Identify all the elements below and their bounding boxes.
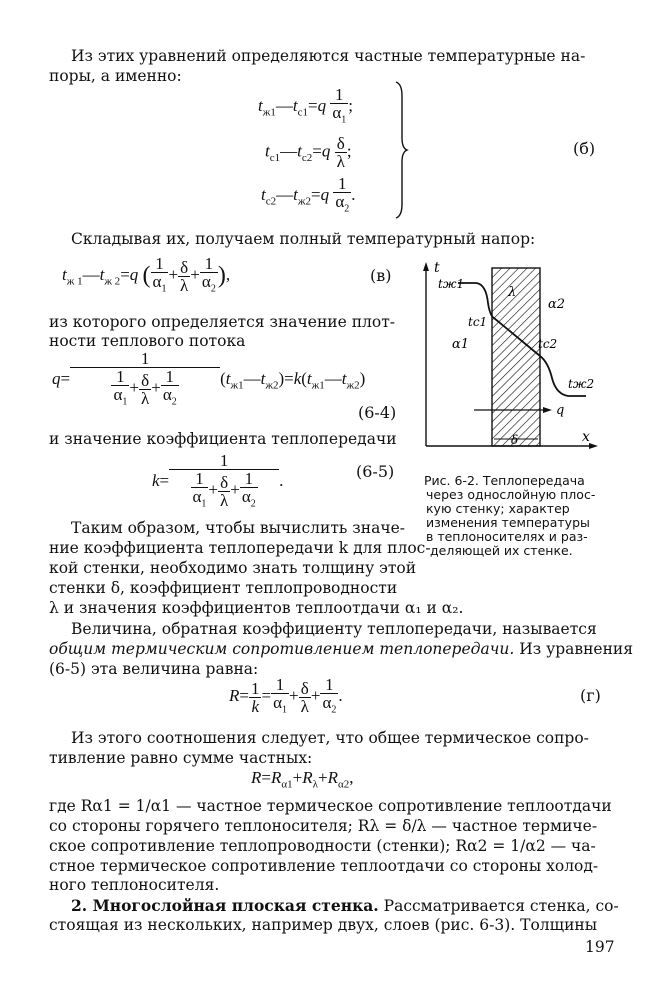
eq-r-sum: $R=R_{\alpha 1}+R_\lambda+R_{\alpha 2}$,	[251, 768, 354, 791]
sum-text: Складывая их, получаем полный температурный напор:	[71, 230, 536, 248]
para1-line-4: стенки δ, коэффициент теплопроводности	[49, 579, 398, 597]
para4-line-4: стное термическое сопротивление теплоотдачи со стороны холод-	[49, 857, 599, 875]
eq-g-label: (г)	[580, 686, 601, 705]
eq-6-5-label: (6-5)	[356, 462, 395, 481]
intro-line-1: Из этих уравнений определяются частные температурные на-	[71, 47, 586, 65]
t-zh1-label: tж1	[438, 277, 465, 291]
para1-line-2: ние коэффициента теплопередачи k для плос-	[49, 539, 431, 557]
flux-line-1: из которого определяется значение плот-	[49, 313, 396, 331]
axis-t-label: t	[434, 260, 440, 276]
q-arrow-head-icon	[543, 407, 552, 413]
eq-6-4: q= 1 $\frac{1}{\alpha_1}$ + $\frac{\delta}{\lambda}$ + $\frac{1}{\alpha_2}$ $(t_{ж1}—t_{ж2})=k(t_{ж1}—t_{ж2})$	[52, 349, 366, 408]
eq-b-brace	[392, 80, 412, 220]
para4-line-3: ское сопротивление теплопроводности (стенки); Rα2 = 1/α2 — ча-	[49, 837, 596, 855]
flux-line-2: ности теплового потока	[49, 332, 246, 350]
figure-caption: Рис. 6-2. Теплопередача через однослойную плос- кую стенку; характер изменения температуры в теплоносителях и раз- деляющей их стенке.	[424, 473, 596, 558]
eq-b-row-2: $t_{c1}—t_{c2}=q$ $\frac{\delta}{\lambda}$ ;	[265, 134, 352, 171]
lambda-label: λ	[508, 285, 517, 300]
section-line-2: стоящая из нескольких, например двух, слоев (рис. 6-3). Толщины	[49, 916, 598, 934]
t-axis-arrow-icon	[423, 262, 429, 271]
x-axis-arrow-icon	[589, 443, 598, 449]
alpha1-label: α1	[452, 337, 470, 352]
eq-v-label: (в)	[370, 266, 392, 285]
para4-line-5: ного теплоносителя.	[49, 876, 220, 894]
para1-line-3: кой стенки, необходимо знать толщину этой	[49, 559, 417, 577]
section-heading: 2. Многослойная плоская стенка.	[71, 896, 379, 915]
figure-6-2	[418, 258, 603, 458]
para1-line-1: Таким образом, чтобы вычислить значе-	[71, 519, 405, 537]
t-c1-label: tc1	[468, 315, 488, 329]
t-zh2-label: tж2	[568, 377, 595, 391]
delta-label: δ	[511, 433, 519, 447]
eq-6-4-label: (6-4)	[358, 403, 397, 422]
q-label: q	[556, 403, 565, 418]
eq-g: R= $\frac{1}{k}$ = $\frac{1}{\alpha_1}$ + $\frac{\delta}{\lambda}$ + $\frac{1}{\alpha_2}$ .	[229, 675, 343, 716]
alpha2-label: α2	[548, 297, 566, 312]
t-c2-label: tc2	[538, 337, 558, 351]
para2-line-1: Величина, обратная коэффициенту теплопередачи, называется	[71, 620, 597, 638]
para4-line-1: где Rα1 = 1/α1 — частное термическое сопротивление теплоотдачи	[49, 797, 612, 815]
eq-b-label: (б)	[573, 139, 596, 158]
page-number: 197	[585, 938, 615, 956]
para2-line-3: (6-5) эта величина равна:	[49, 660, 259, 678]
para2-line-2: общим термическим сопротивлением теплопередачи. Из уравнения	[49, 640, 634, 658]
intro-line-2: поры, а именно:	[49, 67, 182, 85]
eq-6-5: k= 1 $\frac{1}{\alpha_1}$ + $\frac{\delta}{\lambda}$ + $\frac{1}{\alpha_2}$ .	[152, 451, 284, 510]
para3-line-2: тивление равно сумме частных:	[49, 749, 313, 767]
eq-b-row-1: $t_{ж1}—t_{c1}=q$ $\frac{1}{\alpha_1}$ ;	[258, 85, 353, 126]
eq-b-row-3: $t_{c2}—t_{ж2}=q$ $\frac{1}{\alpha_2}$ .	[261, 174, 356, 215]
para1-line-5: λ и значения коэффициентов теплоотдачи α₁ и α₂.	[49, 599, 464, 617]
section-heading-line: 2. Многослойная плоская стенка. Рассматривается стенка, со-	[71, 896, 619, 915]
eq-v: $t_{ж 1}—t_{ж 2}=q$ ( $\frac{1}{\alpha_1}$ + $\frac{\delta}{\lambda}$ + $\frac{1}{\alpha_2}$ ),	[62, 254, 231, 295]
coef-text: и значение коэффициента теплопередачи	[49, 430, 397, 448]
axis-x-label: x	[582, 429, 590, 445]
term-italic: общим термическим сопротивлением теплопередачи.	[49, 640, 515, 658]
para4-line-2: со стороны горячего теплоносителя; Rλ = δ/λ — частное термиче-	[49, 817, 598, 835]
para3-line-1: Из этого соотношения следует, что общее термическое сопро-	[71, 729, 589, 747]
